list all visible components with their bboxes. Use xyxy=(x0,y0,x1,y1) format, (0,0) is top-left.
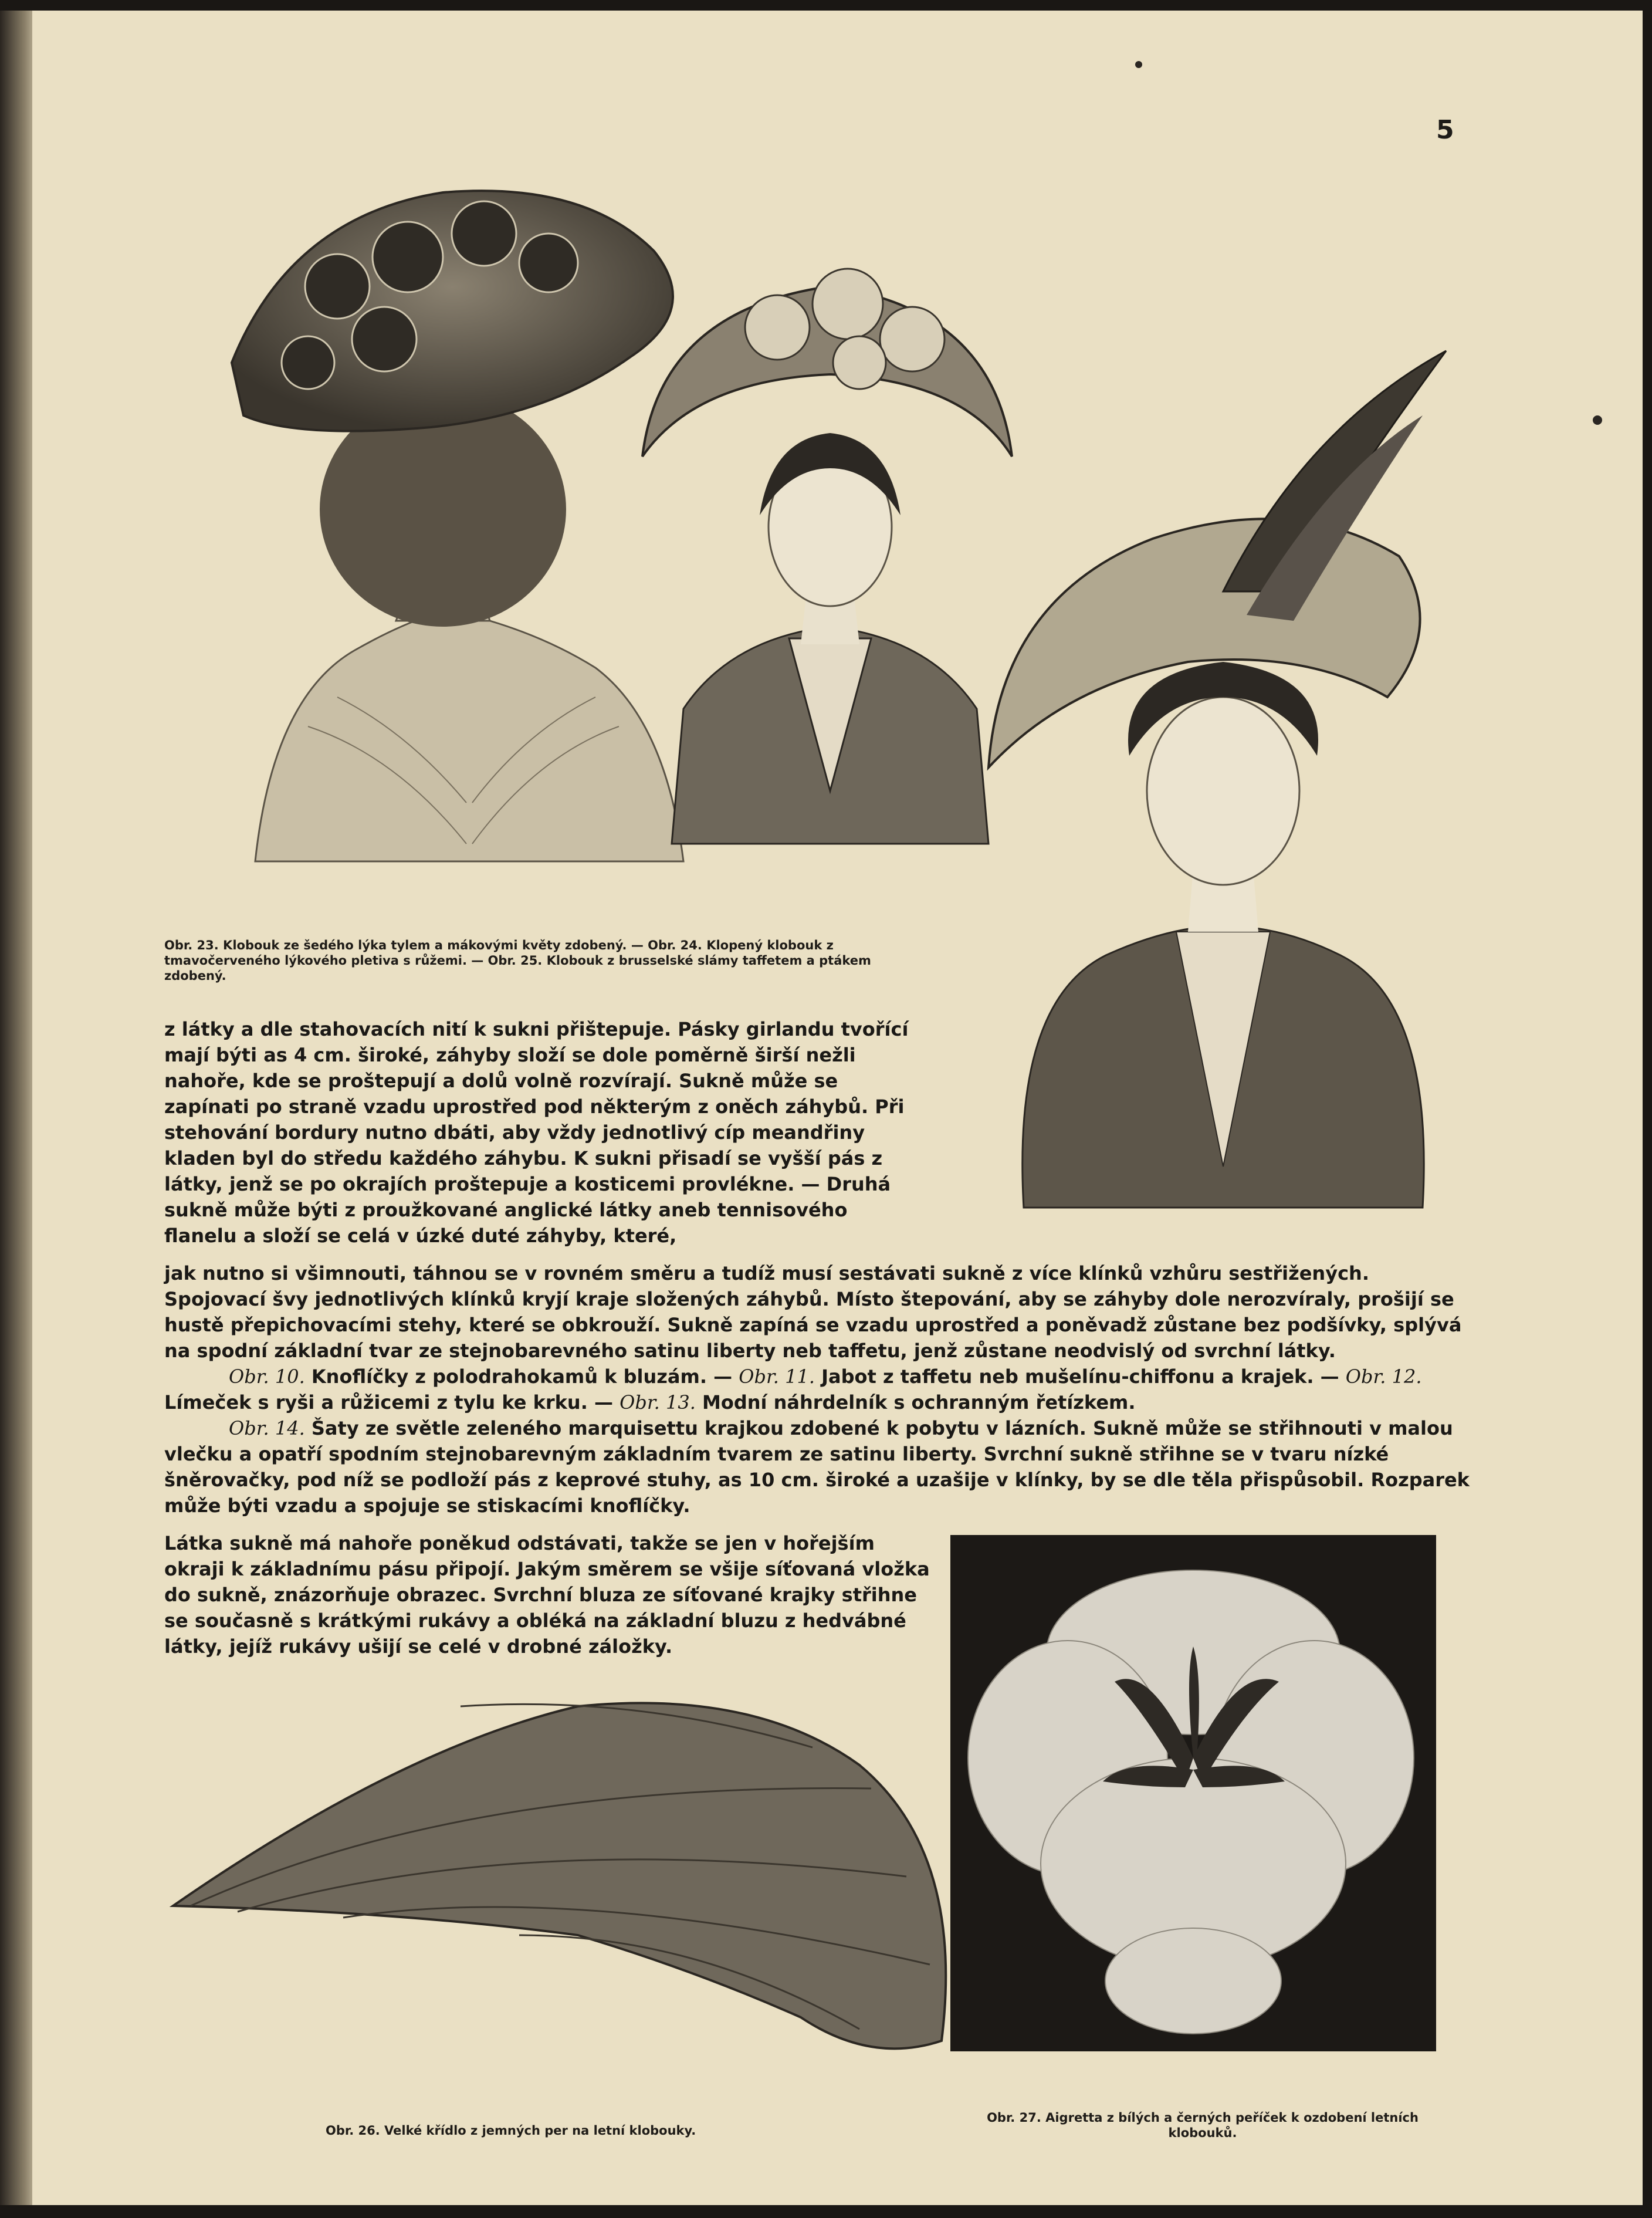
text-run: Límeček s ryši a růžicemi z tylu ke krku. — xyxy=(164,1391,620,1414)
figure-ref: Obr. 10. xyxy=(229,1365,305,1388)
text-run: Šaty ze světle zeleného marquisettu krajkou zdobené k pobytu v lázních. Sukně může se střihnouti v malou vlečku a opatří spodním stejnobarevným základním tvarem ze satinu liberty. Svrchní sukně střihne se v tvaru nízké šněrovačky, pod níž se podloží pás z keprové stuhy, as 10 cm. široké a uzašije v klínky, by se dle těla přispůsobil. Rozparek může býti vzadu a spojuje se stiskacími knoflíčky. xyxy=(164,1417,1470,1517)
paragraph xyxy=(164,1415,1470,1519)
figure-ref: Obr. 11. xyxy=(739,1365,815,1388)
page-number: 5 xyxy=(1436,115,1454,145)
speck xyxy=(1135,61,1142,68)
caption-figure-27: Obr. 27. Aigretta z bílých a černých peříček k ozdobení letních klobouků. xyxy=(987,2111,1419,2140)
page xyxy=(32,11,1643,2205)
paragraph: jak nutno si všimnouti, táhnou se v rovném směru a tudíž musí sestávati sukně z více klínků vzhůru sestřižených. Spojovací švy jednotlivých klínků kryjí kraje složených záhybů. Místo štepování, aby se záhyby dole nerozvíraly, prošijí se hustě přepichovacími stehy, které se obkrouží. Sukně zapíná se vzadu uprostřed a poněvadž zůstane bez podšívky, splývá na spodní základní tvar ze stejnobarevného satinu liberty neb taffetu, jenž zůstane neodvislý od svrchní látky. xyxy=(164,1262,1462,1362)
figure-ref: Obr. 13. xyxy=(620,1391,696,1414)
paragraph: Látka sukně má nahoře poněkud odstávati, takže se jen v hořejším okraji k základnímu pásu připojí. Jakým směrem se všije síťovaná vložka do sukně, znázorňuje obrazec. Svrchní bluza ze síťované krajky střihne se současně s krátkými rukávy a obléká na základní bluzu z hedvábné látky, jejíž rukávy ušijí se celé v drobné záložky. xyxy=(164,1532,930,1658)
text-column-narrow-1 xyxy=(164,1016,924,1249)
paragraph: z látky a dle stahovacích nití k sukni přištepuje. Pásky girlandu tvořící mají býti as 4 cm. široké, záhyby složí se dole poměrně širší nežli nahoře, kde se proštepují a dolů volně rozvírají. Sukně může se zapínati po straně vzadu uprostřed pod některým z oněch záhybů. Při stehování bordury nutno dbáti, aby vždy jednotlivý cíp meandřiny kladen byl do středu každého záhybu. K sukni přisadí se vyšší pás z látky, jenž se po okrajích proštepuje a kosticemi provlékne. — Druhá sukně může býti z proužkované anglické látky aneb tennisového flanelu a složí se celá v úzké duté záhyby, které, xyxy=(164,1018,909,1247)
paragraph xyxy=(164,1364,1470,1415)
figure-24-rose-hat xyxy=(637,263,1018,856)
text-run: Jabot z taffetu neb mušelínu-chiffonu a krajek. — xyxy=(814,1365,1346,1388)
figure-27-aigrette-photo xyxy=(950,1535,1436,2051)
text-run: Knoflíčky z polodrahokamů k bluzám. — xyxy=(304,1365,739,1388)
figure-ref: Obr. 12. xyxy=(1345,1365,1422,1388)
figure-ref: Obr. 14. xyxy=(229,1417,305,1439)
caption-figures-23-25: Obr. 23. Klobouk ze šedého lýka tylem a mákovými květy zdobený. — Obr. 24. Klopený klobouk z tmavočerveného lýkového pletiva s růžemi. — Obr. 25. Klobouk z brusselské slámy taffetem a ptákem zdobený. xyxy=(164,938,871,983)
caption-figure-26: Obr. 26. Velké křídlo z jemných per na letní klobouky. xyxy=(326,2124,696,2138)
figure-25-feather-hat xyxy=(977,345,1458,1219)
speck xyxy=(1593,415,1602,425)
text-column-wide xyxy=(164,1260,1470,1519)
figure-26-feather-wing xyxy=(167,1689,971,2076)
text-column-narrow-2 xyxy=(164,1530,933,1659)
text-run: Modní náhrdelník s ochranným řetízkem. xyxy=(695,1391,1136,1414)
